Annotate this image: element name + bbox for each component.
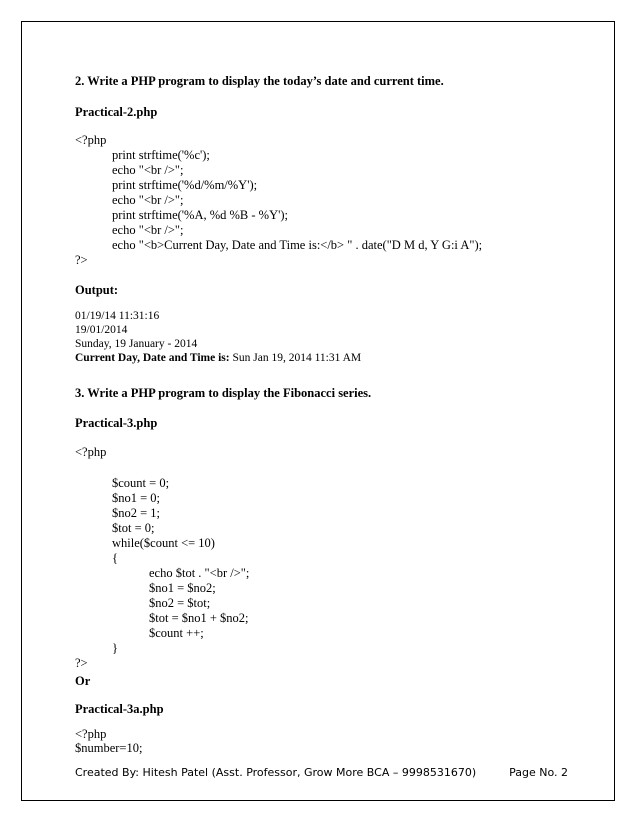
output-text: Sun Jan 19, 2014 11:31 AM bbox=[229, 352, 362, 364]
page-footer bbox=[75, 766, 568, 779]
code-line: } bbox=[112, 641, 118, 655]
code-line: <?php bbox=[75, 133, 107, 147]
code-line: $no1 = 0; bbox=[112, 491, 161, 505]
code-line: echo "<b>Current Day, Date and Time is:</b> " . date("D M d, Y G:i A"); bbox=[112, 238, 483, 252]
code-line: while($count <= 10) bbox=[112, 536, 215, 550]
question-3a-filename: Practical-3a.php bbox=[75, 702, 164, 716]
output-line bbox=[75, 351, 361, 366]
code-line: $no2 = $tot; bbox=[149, 596, 211, 610]
code-line: <?php bbox=[75, 727, 107, 741]
code-line: { bbox=[112, 551, 118, 565]
output-line: 01/19/14 11:31:16 bbox=[75, 310, 160, 322]
code-line: ?> bbox=[75, 253, 88, 267]
code-line: echo "<br />"; bbox=[112, 193, 184, 207]
code-line: echo "<br />"; bbox=[112, 163, 184, 177]
code-line: ?> bbox=[75, 656, 88, 670]
output-label: Output: bbox=[75, 283, 119, 297]
question-2-filename: Practical-2.php bbox=[75, 105, 158, 119]
code-line: $no1 = $no2; bbox=[149, 581, 216, 595]
output-bold-text: Current Day, Date and Time is: bbox=[75, 352, 230, 364]
code-line: $tot = $no1 + $no2; bbox=[149, 611, 249, 625]
code-line: $count = 0; bbox=[112, 476, 170, 490]
output-line: Sunday, 19 January - 2014 bbox=[75, 338, 198, 350]
page-number: Page No. 2 bbox=[509, 766, 568, 779]
output-line: 19/01/2014 bbox=[75, 324, 128, 336]
code-line: print strftime('%c'); bbox=[112, 148, 210, 162]
question-3-filename: Practical-3.php bbox=[75, 416, 158, 430]
footer-credit: Created By: Hitesh Patel (Asst. Professor, Grow More BCA – 9998531670) bbox=[75, 766, 477, 779]
question-2-heading: 2. Write a PHP program to display the today’s date and current time. bbox=[75, 74, 444, 88]
question-3-heading: 3. Write a PHP program to display the Fibonacci series. bbox=[75, 386, 372, 400]
code-line: <?php bbox=[75, 445, 107, 459]
or-label: Or bbox=[75, 674, 91, 688]
code-line: echo "<br />"; bbox=[112, 223, 184, 237]
code-line: echo $tot . "<br />"; bbox=[149, 566, 250, 580]
code-line: print strftime('%A, %d %B - %Y'); bbox=[112, 208, 288, 222]
code-line: print strftime('%d/%m/%Y'); bbox=[112, 178, 258, 192]
code-line: $count ++; bbox=[149, 626, 204, 640]
code-line: $no2 = 1; bbox=[112, 506, 161, 520]
code-line: $number=10; bbox=[75, 741, 143, 755]
code-line: $tot = 0; bbox=[112, 521, 155, 535]
